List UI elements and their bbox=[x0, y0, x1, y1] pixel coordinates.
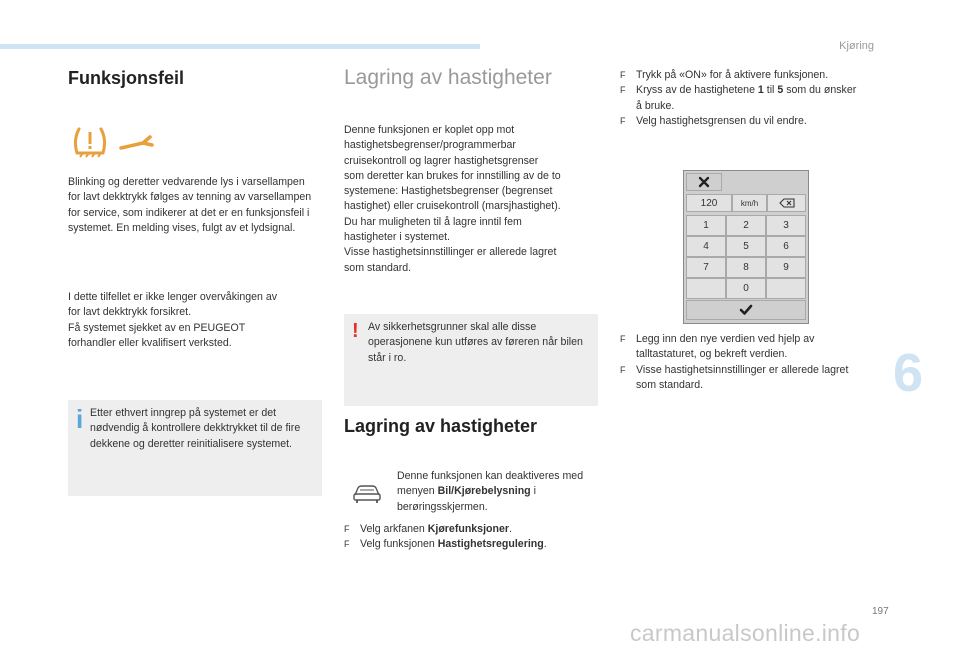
right-steps bbox=[620, 68, 860, 129]
middle-title-2: Lagring av hastigheter bbox=[344, 416, 538, 436]
middle-para-line: som standard. bbox=[344, 261, 412, 274]
backspace-icon bbox=[779, 198, 795, 208]
checkmark-icon bbox=[739, 304, 753, 316]
step-bold: Kjørefunksjoner bbox=[427, 523, 509, 535]
watermark: carmanualsonline.info bbox=[630, 620, 861, 646]
step-marker: F bbox=[620, 70, 626, 80]
step-marker: F bbox=[620, 364, 626, 375]
left-paragraph-1 bbox=[68, 175, 320, 236]
speed-keypad bbox=[683, 170, 809, 324]
step-bold: 1 bbox=[757, 84, 764, 97]
step-marker: F bbox=[620, 115, 626, 126]
left-paragraph-2 bbox=[68, 290, 320, 351]
keypad-key[interactable]: 3 bbox=[766, 215, 806, 236]
keypad-close-button[interactable] bbox=[686, 173, 722, 191]
middle-para-line: hastigheter i systemet. bbox=[344, 231, 450, 244]
left-title: Funksjonsfeil bbox=[68, 68, 185, 88]
step-item bbox=[620, 114, 860, 129]
close-icon bbox=[698, 176, 710, 188]
page-number: 197 bbox=[872, 606, 889, 617]
step-text: Velg arkfanen bbox=[360, 523, 428, 535]
keypad-key[interactable]: 0 bbox=[726, 278, 766, 299]
step-item bbox=[344, 522, 600, 537]
keypad-key[interactable]: 2 bbox=[726, 215, 766, 236]
keypad-value-display: 120 bbox=[686, 194, 732, 212]
step-bold: 5 bbox=[777, 84, 784, 97]
keypad-key[interactable]: 1 bbox=[686, 215, 726, 236]
keypad-key[interactable]: 4 bbox=[686, 236, 726, 257]
keypad-blank-key bbox=[686, 278, 726, 299]
keypad-key[interactable]: 9 bbox=[766, 257, 806, 278]
step-text: Trykk på «ON» for å aktivere funksjonen. bbox=[636, 69, 829, 81]
step-text: Velg funksjonen bbox=[360, 538, 438, 551]
left-para2-line: Få systemet sjekket av en PEUGEOT bbox=[68, 321, 246, 334]
keypad-backspace-button[interactable] bbox=[767, 194, 806, 212]
middle-para-line: Du har muligheten til å lagre inntil fem bbox=[344, 215, 522, 228]
left-para2-line: for lavt dekktrykk forsikret. bbox=[68, 306, 192, 319]
middle-steps bbox=[344, 522, 600, 553]
step-marker: F bbox=[344, 539, 350, 550]
keypad-key[interactable]: 5 bbox=[726, 236, 766, 257]
info-note-text: Etter ethvert inngrep på systemet er det nødvendig å kontrollere dekktrykket til de fire dekkene og deretter reinitialisere systemet. bbox=[90, 407, 301, 450]
step-item bbox=[344, 537, 600, 552]
chapter-number: 6 bbox=[893, 343, 924, 403]
left-para2-line: I dette tilfellet er ikke lenger overvåkingen av bbox=[68, 291, 278, 303]
right-steps-2 bbox=[620, 332, 860, 393]
step-text: Visse hastighetsinnstillinger er allerede lagret som standard. bbox=[636, 363, 849, 391]
wrench-service-icon bbox=[119, 134, 159, 154]
step-item bbox=[620, 68, 860, 83]
middle-para-line: som deretter kan brukes for innstilling av de to bbox=[344, 169, 561, 182]
info-icon: i bbox=[76, 404, 84, 434]
warning-note-text: Av sikkerhetsgrunner skal alle disse operasjonene kun utføres av føreren når bilen står i ro. bbox=[368, 321, 583, 364]
step-marker: F bbox=[344, 524, 350, 534]
step-bold: Hastighetsregulering bbox=[437, 538, 544, 551]
keypad-key[interactable]: 7 bbox=[686, 257, 726, 278]
step-text: til bbox=[763, 84, 778, 97]
left-para2-line: forhandler eller kvalifisert verksted. bbox=[68, 336, 232, 349]
step-after: . bbox=[508, 523, 512, 535]
step-text: som du ønsker å bruke. bbox=[636, 84, 857, 112]
step-marker: F bbox=[620, 85, 626, 96]
middle-title: Lagring av hastigheter bbox=[344, 66, 552, 89]
menu-info-text bbox=[397, 469, 595, 515]
middle-paragraph bbox=[344, 123, 600, 276]
step-item bbox=[620, 332, 860, 363]
step-text: Velg hastighetsgrensen du vil endre. bbox=[636, 114, 807, 127]
keypad-confirm-button[interactable] bbox=[686, 300, 806, 320]
keypad-key[interactable]: 6 bbox=[766, 236, 806, 257]
header-bar bbox=[0, 44, 480, 49]
middle-para-line: Visse hastighetsinnstillinger er allerede lagret bbox=[344, 246, 557, 259]
tyre-pressure-warning-icon bbox=[72, 126, 108, 160]
left-paragraph-1-text: Blinking og deretter vedvarende lys i varsellampen for lavt dekktrykk følges av tenning av varsellampen for service, som indikerer at det er en funksjonsfeil i systemet. En melding vises, fulgt av et lydsignal. bbox=[68, 176, 312, 234]
info-note-box bbox=[68, 400, 322, 496]
keypad-key[interactable]: 8 bbox=[726, 257, 766, 278]
car-icon bbox=[352, 482, 382, 504]
keypad-unit-label: km/h bbox=[732, 194, 767, 212]
step-item bbox=[620, 363, 860, 394]
step-text: Kryss av de hastighetene bbox=[636, 84, 758, 97]
step-after: . bbox=[543, 538, 547, 551]
menu-info-suffix: i berøringsskjermen. bbox=[397, 485, 536, 513]
step-marker: F bbox=[620, 334, 626, 344]
warning-icons bbox=[72, 126, 162, 164]
middle-para-line: cruisekontroll og lagrer hastighetsgrenser bbox=[344, 154, 539, 167]
menu-info-prefix: Denne funksjonen kan deaktiveres med menyen bbox=[397, 470, 584, 498]
middle-para-line: hastighetsbegrenser/programmerbar bbox=[344, 139, 516, 152]
warning-exclamation-icon: ! bbox=[352, 320, 359, 342]
warning-note-box bbox=[344, 314, 598, 406]
keypad-blank-key bbox=[766, 278, 806, 299]
step-item bbox=[620, 83, 860, 114]
menu-info-bold: Bil/Kjørebelysning bbox=[437, 485, 531, 498]
middle-para-line: hastighet) eller cruisekontroll (marsjhastighet). bbox=[344, 200, 561, 213]
chapter-title: Kjøring bbox=[839, 40, 874, 52]
middle-para-line: systemene: Hastighetsbegrenser (begrenset bbox=[344, 185, 553, 198]
middle-para-line: Denne funksjonen er koplet opp mot bbox=[344, 124, 515, 136]
step-text: Legg inn den nye verdien ved hjelp av talltastaturet, og bekreft verdien. bbox=[636, 333, 815, 361]
